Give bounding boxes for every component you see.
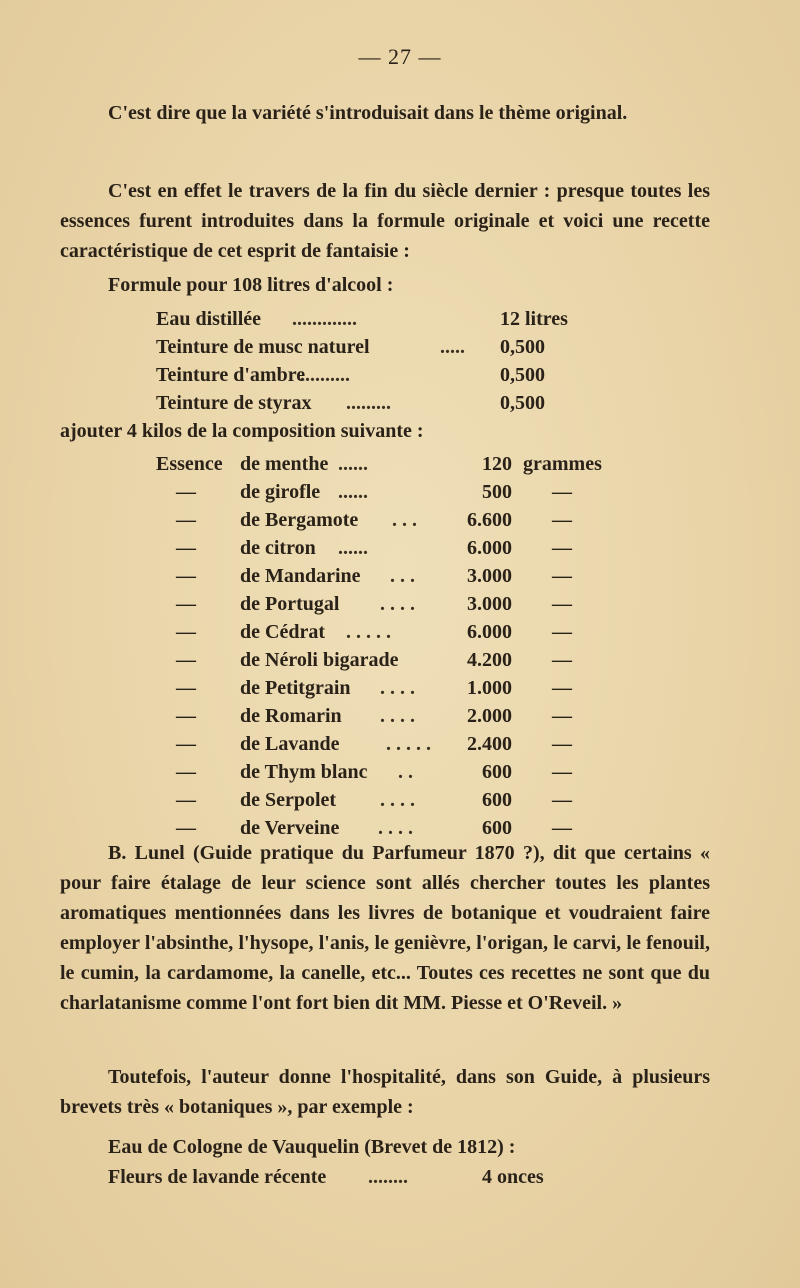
paragraph-1-text: C'est dire que la variété s'introduisait dans le thème original.	[108, 102, 628, 124]
essence-dots: . .	[398, 761, 413, 783]
essence-name: de Romarin	[240, 705, 342, 727]
essence-name: de Lavande	[240, 733, 340, 755]
page-number: — 27 —	[358, 44, 442, 69]
paragraph-2	[60, 176, 710, 266]
essence-dots: . . .	[390, 565, 415, 587]
essence-name: de Serpolet	[240, 789, 337, 811]
essence-dots: . . .	[392, 509, 417, 531]
formula-item-value: 0,500	[500, 392, 545, 414]
essence-name: de Petitgrain	[240, 677, 351, 699]
formula-dots: .............	[292, 308, 357, 330]
essence-unit: —	[552, 565, 572, 587]
essence-dash: —	[176, 817, 196, 839]
essence-unit: —	[552, 621, 572, 643]
essence-name: de citron	[240, 537, 316, 559]
formula-dots: ..........	[300, 364, 350, 386]
essence-dash: —	[176, 733, 196, 755]
essence-value: 4.200	[467, 649, 512, 671]
essence-head: Essence	[156, 453, 223, 475]
essence-unit: —	[552, 509, 572, 531]
formula-item-value: 0,500	[500, 364, 545, 386]
paragraph-4-text: Toutefois, l'auteur donne l'hospitalité, dans son Guide, à plusieurs brevets très « botaniques », par exemple :	[60, 1066, 710, 1118]
essence-name: de Bergamote	[240, 509, 359, 531]
essence-name: de girofle	[240, 481, 321, 503]
essence-dash: —	[176, 789, 196, 811]
paragraph-2-text: C'est en effet le travers de la fin du siècle dernier : presque toutes les essences furent introduites dans la formule originale et voici une recette caractéristique de cet esprit de fantaisie :	[60, 180, 710, 262]
formula-item-name: Teinture d'ambre	[156, 364, 306, 386]
essence-dots: . . . .	[378, 817, 413, 839]
essence-name: de Mandarine	[240, 565, 361, 587]
essence-dash: —	[176, 565, 196, 587]
essence-dots: . . . .	[380, 677, 415, 699]
formula-dots: .........	[346, 392, 391, 414]
formula-title: Formule pour 108 litres d'alcool :	[108, 274, 394, 296]
essence-name: de Portugal	[240, 593, 340, 615]
formula-dots: .....	[440, 336, 465, 358]
essence-value: 120	[482, 453, 512, 475]
essence-dots: . . . . .	[386, 733, 431, 755]
paragraph-3-text: B. Lunel (Guide pratique du Parfumeur 1870 ?), dit que certains « pour faire étalage de leur science sont allés chercher toutes les plantes aromatiques mentionnées dans les livres de botanique et voudraient faire employer l'absinthe, l'hysope, l'anis, le genièvre, l'origan, le carvi, le fenouil, le cumin, la cardamome, la canelle, etc... Toutes ces recettes ne sont que du charlatanisme comme l'ont fort bien dit MM. Piesse et O'Reveil. »	[60, 842, 710, 1014]
essence-unit: —	[552, 789, 572, 811]
essence-dots: . . . . .	[346, 621, 391, 643]
formula-item-name: Teinture de styrax	[156, 392, 312, 414]
essence-name: de Thym blanc	[240, 761, 368, 783]
essence-value: 600	[482, 817, 512, 839]
essence-value: 1.000	[467, 677, 512, 699]
essence-dash: —	[176, 509, 196, 531]
essence-dash: —	[176, 761, 196, 783]
cologne-title: Eau de Cologne de Vauquelin (Brevet de 1812) :	[108, 1136, 516, 1158]
essence-dots: ......	[338, 481, 368, 503]
essence-unit: —	[552, 733, 572, 755]
essence-name: de Verveine	[240, 817, 340, 839]
formula-item-name: Eau distillée	[156, 308, 262, 330]
essence-unit: —	[552, 481, 572, 503]
essence-value: 600	[482, 761, 512, 783]
essence-dots: ......	[338, 537, 368, 559]
essence-dash: —	[176, 481, 196, 503]
essence-unit: grammes	[523, 453, 602, 475]
essence-dots: . . . .	[380, 789, 415, 811]
essence-dots: ......	[338, 453, 368, 475]
paragraph-3	[60, 838, 710, 1018]
essence-name: de Cédrat	[240, 621, 325, 643]
ajouter-line: ajouter 4 kilos de la composition suivante :	[60, 420, 424, 442]
essence-dash: —	[176, 621, 196, 643]
essence-name: de menthe	[240, 453, 329, 475]
paragraph-1	[60, 98, 710, 128]
essence-unit: —	[552, 593, 572, 615]
essence-value: 6.000	[467, 621, 512, 643]
essence-dots: . . . .	[380, 593, 415, 615]
essence-unit: —	[552, 649, 572, 671]
essence-unit: —	[552, 705, 572, 727]
essence-value: 2.400	[467, 733, 512, 755]
essence-unit: —	[552, 677, 572, 699]
essence-value: 2.000	[467, 705, 512, 727]
essence-unit: —	[552, 761, 572, 783]
essence-value: 3.000	[467, 593, 512, 615]
essence-dash: —	[176, 705, 196, 727]
cologne-dots: ........	[368, 1166, 408, 1188]
essence-dots: . . . .	[380, 705, 415, 727]
essence-unit: —	[552, 537, 572, 559]
formula-item-value: 12 litres	[500, 308, 568, 330]
essence-value: 600	[482, 789, 512, 811]
paragraph-4	[60, 1062, 710, 1122]
essence-dash: —	[176, 677, 196, 699]
formula-item-name: Teinture de musc naturel	[156, 336, 370, 358]
essence-value: 6.600	[467, 509, 512, 531]
essence-name: de Néroli bigarade	[240, 649, 399, 671]
cologne-item-value: 4 onces	[482, 1166, 544, 1188]
essence-value: 6.000	[467, 537, 512, 559]
formula-item-value: 0,500	[500, 336, 545, 358]
essence-dash: —	[176, 593, 196, 615]
essence-dash: —	[176, 537, 196, 559]
essence-value: 500	[482, 481, 512, 503]
cologne-item-name: Fleurs de lavande récente	[108, 1166, 327, 1188]
essence-value: 3.000	[467, 565, 512, 587]
essence-unit: —	[552, 817, 572, 839]
essence-dash: —	[176, 649, 196, 671]
